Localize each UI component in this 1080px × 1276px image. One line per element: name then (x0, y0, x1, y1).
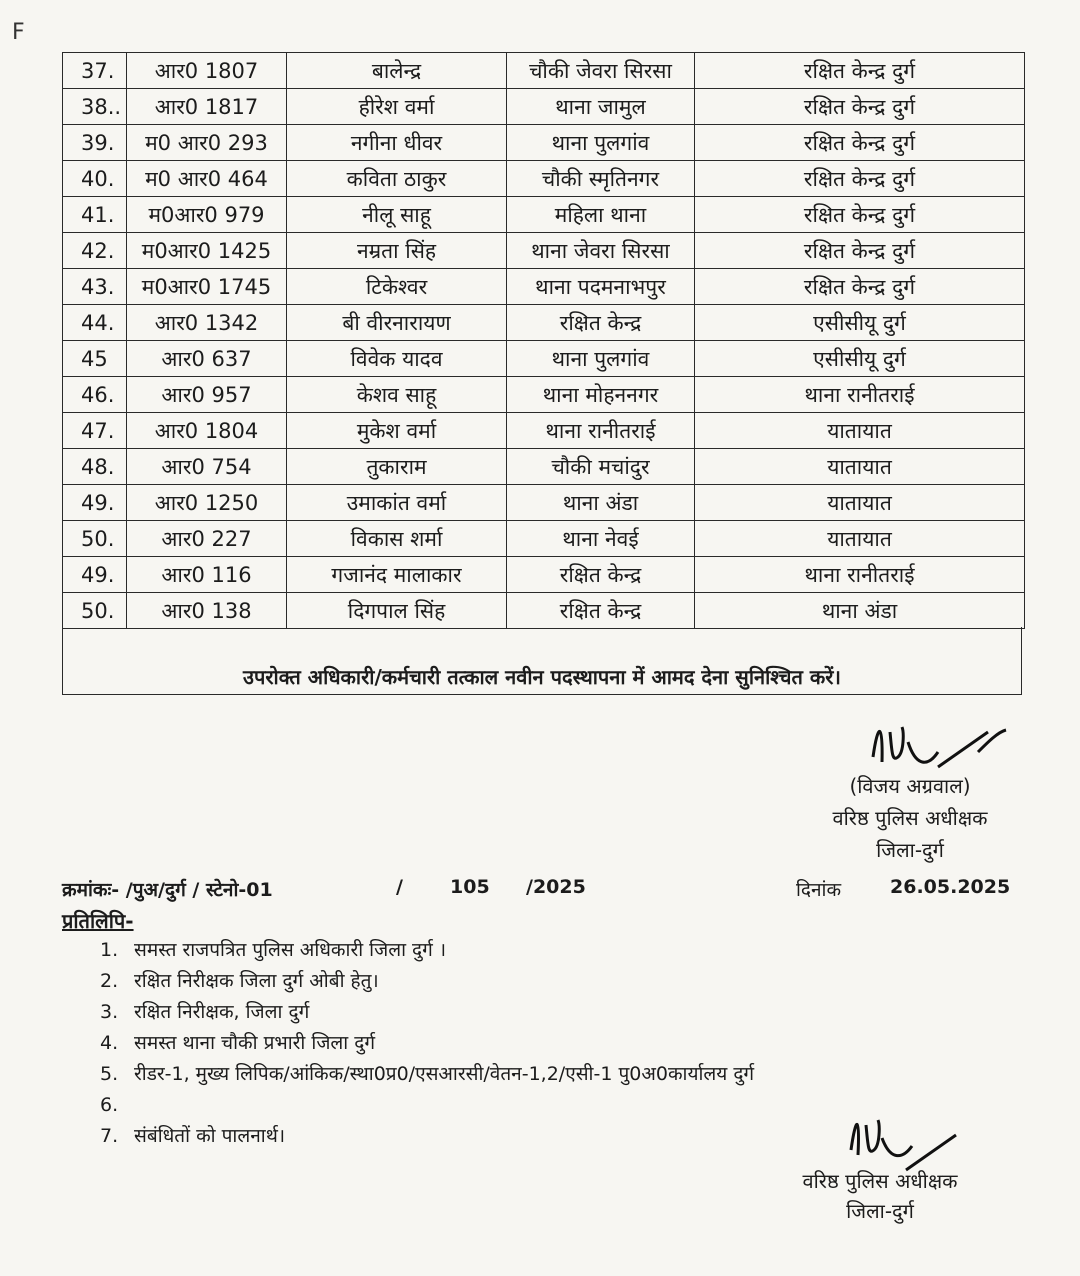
list-item-text: समस्त थाना चौकी प्रभारी जिला दुर्ग (134, 1032, 376, 1054)
list-item (100, 1028, 754, 1059)
list-item-text: रक्षित निरीक्षक जिला दुर्ग ओबी हेतु। (134, 970, 379, 992)
list-item (100, 935, 754, 966)
from-posting-cell: रक्षित केन्द्र (507, 557, 695, 593)
to-posting-cell: रक्षित केन्द्र दुर्ग (695, 161, 1025, 197)
employee-name-cell: बी वीरनारायण (287, 305, 507, 341)
table-row (63, 89, 1025, 125)
serial-no-cell: 44. (63, 305, 127, 341)
employee-name-cell: मुकेश वर्मा (287, 413, 507, 449)
corner-mark: F (12, 20, 25, 45)
list-item-text: संबंधितों को पालनार्थ। (134, 1125, 286, 1147)
signatory-block-bottom (780, 1166, 980, 1226)
list-item (100, 997, 754, 1028)
to-posting-cell: यातायात (695, 521, 1025, 557)
to-posting-cell: यातायात (695, 413, 1025, 449)
from-posting-cell: थाना पदमनाभपुर (507, 269, 695, 305)
copy-list (100, 935, 754, 1152)
from-posting-cell: थाना जामुल (507, 89, 695, 125)
constable-id-cell: आर0 1807 (127, 53, 287, 89)
table-row (63, 161, 1025, 197)
from-posting-cell: चौकी जेवरा सिरसा (507, 53, 695, 89)
to-posting-cell: थाना रानीतराई (695, 377, 1025, 413)
constable-id-cell: आर0 116 (127, 557, 287, 593)
serial-no-cell: 38.. (63, 89, 127, 125)
to-posting-cell: रक्षित केन्द्र दुर्ग (695, 53, 1025, 89)
employee-name-cell: टिकेश्वर (287, 269, 507, 305)
reference-number: क्रमांकः- /पुअ/दुर्ग / स्टेनो-01 (62, 879, 273, 901)
list-item-number: 4. (100, 1032, 119, 1054)
serial-no-cell: 37. (63, 53, 127, 89)
constable-id-cell: आर0 227 (127, 521, 287, 557)
from-posting-cell: चौकी स्मृतिनगर (507, 161, 695, 197)
date-value: 26.05.2025 (890, 876, 1011, 898)
employee-name-cell: नीलू साहू (287, 197, 507, 233)
serial-no-cell: 49. (63, 557, 127, 593)
list-item-number: 5. (100, 1063, 119, 1085)
from-posting-cell: रक्षित केन्द्र (507, 593, 695, 629)
serial-no-cell: 43. (63, 269, 127, 305)
serial-no-cell: 50. (63, 521, 127, 557)
to-posting-cell: एसीसीयू दुर्ग (695, 305, 1025, 341)
list-item (100, 1090, 754, 1121)
signatory-bottom-district: जिला-दुर्ग (846, 1199, 914, 1223)
serial-no-cell: 45 (63, 341, 127, 377)
serial-no-cell: 46. (63, 377, 127, 413)
signatory-bottom-designation: वरिष्ठ पुलिस अधीक्षक (802, 1169, 958, 1193)
serial-no-cell: 41. (63, 197, 127, 233)
employee-name-cell: कविता ठाकुर (287, 161, 507, 197)
constable-id-cell: आर0 637 (127, 341, 287, 377)
employee-name-cell: केशव साहू (287, 377, 507, 413)
table-row (63, 377, 1025, 413)
list-item-text: रक्षित निरीक्षक, जिला दुर्ग (134, 1001, 310, 1023)
from-posting-cell: थाना नेवई (507, 521, 695, 557)
list-item-text: समस्त राजपत्रित पुलिस अधिकारी जिला दुर्ग । (134, 939, 447, 961)
list-item-number: 6. (100, 1094, 119, 1116)
constable-id-cell: आर0 1342 (127, 305, 287, 341)
table-row (63, 233, 1025, 269)
constable-id-cell: म0 आर0 464 (127, 161, 287, 197)
from-posting-cell: थाना पुलगांव (507, 341, 695, 377)
employee-name-cell: बालेन्द्र (287, 53, 507, 89)
table-row (63, 269, 1025, 305)
constable-id-cell: आर0 1804 (127, 413, 287, 449)
from-posting-cell: रक्षित केन्द्र (507, 305, 695, 341)
from-posting-cell: चौकी मचांदुर (507, 449, 695, 485)
reference-serial: 105 (450, 876, 490, 898)
table-row (63, 125, 1025, 161)
to-posting-cell: थाना अंडा (695, 593, 1025, 629)
list-item (100, 966, 754, 997)
from-posting-cell: थाना अंडा (507, 485, 695, 521)
to-posting-cell: यातायात (695, 485, 1025, 521)
constable-id-cell: आर0 957 (127, 377, 287, 413)
signatory-block (780, 770, 1040, 866)
reference-slash: / (396, 876, 403, 898)
table-row (63, 53, 1025, 89)
constable-id-cell: आर0 138 (127, 593, 287, 629)
constable-id-cell: म0 आर0 293 (127, 125, 287, 161)
to-posting-cell: रक्षित केन्द्र दुर्ग (695, 233, 1025, 269)
constable-id-cell: आर0 1250 (127, 485, 287, 521)
employee-name-cell: नगीना धीवर (287, 125, 507, 161)
employee-name-cell: तुकाराम (287, 449, 507, 485)
to-posting-cell: यातायात (695, 449, 1025, 485)
transfer-table (62, 52, 1025, 629)
table-row (63, 521, 1025, 557)
to-posting-cell: रक्षित केन्द्र दुर्ग (695, 197, 1025, 233)
instruction-note: उपरोक्त अधिकारी/कर्मचारी तत्काल नवीन पदस्थापना में आमद देना सुनिश्चित करें। (62, 627, 1022, 695)
list-item (100, 1121, 754, 1152)
to-posting-cell: एसीसीयू दुर्ग (695, 341, 1025, 377)
list-item-text: रीडर-1, मुख्य लिपिक/आंकिक/स्था0प्र0/एसआरसी/वेतन-1,2/एसी-1 पु0अ0कार्यालय दुर्ग (134, 1063, 755, 1085)
date-label: दिनांक (796, 879, 842, 901)
signatory-district: जिला-दुर्ग (876, 838, 944, 862)
list-item-number: 2. (100, 970, 119, 992)
table-row (63, 593, 1025, 629)
serial-no-cell: 49. (63, 485, 127, 521)
employee-name-cell: नम्रता सिंह (287, 233, 507, 269)
from-posting-cell: थाना जेवरा सिरसा (507, 233, 695, 269)
serial-no-cell: 48. (63, 449, 127, 485)
table-row (63, 341, 1025, 377)
serial-no-cell: 39. (63, 125, 127, 161)
constable-id-cell: आर0 754 (127, 449, 287, 485)
list-item-number: 3. (100, 1001, 119, 1023)
to-posting-cell: रक्षित केन्द्र दुर्ग (695, 89, 1025, 125)
signatory-designation: वरिष्ठ पुलिस अधीक्षक (832, 806, 988, 830)
table-row (63, 485, 1025, 521)
copy-heading: प्रतिलिपि- (62, 909, 134, 933)
to-posting-cell: थाना रानीतराई (695, 557, 1025, 593)
employee-name-cell: उमाकांत वर्मा (287, 485, 507, 521)
table-row (63, 305, 1025, 341)
table-row (63, 413, 1025, 449)
employee-name-cell: विवेक यादव (287, 341, 507, 377)
serial-no-cell: 47. (63, 413, 127, 449)
signatory-name: (विजय अग्रवाल) (849, 774, 971, 798)
reference-year: /2025 (526, 876, 586, 898)
serial-no-cell: 42. (63, 233, 127, 269)
from-posting-cell: थाना पुलगांव (507, 125, 695, 161)
from-posting-cell: महिला थाना (507, 197, 695, 233)
employee-name-cell: गजानंद मालाकार (287, 557, 507, 593)
serial-no-cell: 40. (63, 161, 127, 197)
to-posting-cell: रक्षित केन्द्र दुर्ग (695, 125, 1025, 161)
employee-name-cell: विकास शर्मा (287, 521, 507, 557)
table-row (63, 449, 1025, 485)
employee-name-cell: हीरेश वर्मा (287, 89, 507, 125)
to-posting-cell: रक्षित केन्द्र दुर्ग (695, 269, 1025, 305)
list-item-number: 7. (100, 1125, 119, 1147)
serial-no-cell: 50. (63, 593, 127, 629)
constable-id-cell: म0आर0 979 (127, 197, 287, 233)
constable-id-cell: म0आर0 1425 (127, 233, 287, 269)
list-item-number: 1. (100, 939, 119, 961)
employee-name-cell: दिगपाल सिंह (287, 593, 507, 629)
table-row (63, 557, 1025, 593)
constable-id-cell: आर0 1817 (127, 89, 287, 125)
from-posting-cell: थाना रानीतराई (507, 413, 695, 449)
constable-id-cell: म0आर0 1745 (127, 269, 287, 305)
table-row (63, 197, 1025, 233)
from-posting-cell: थाना मोहननगर (507, 377, 695, 413)
list-item (100, 1059, 754, 1090)
